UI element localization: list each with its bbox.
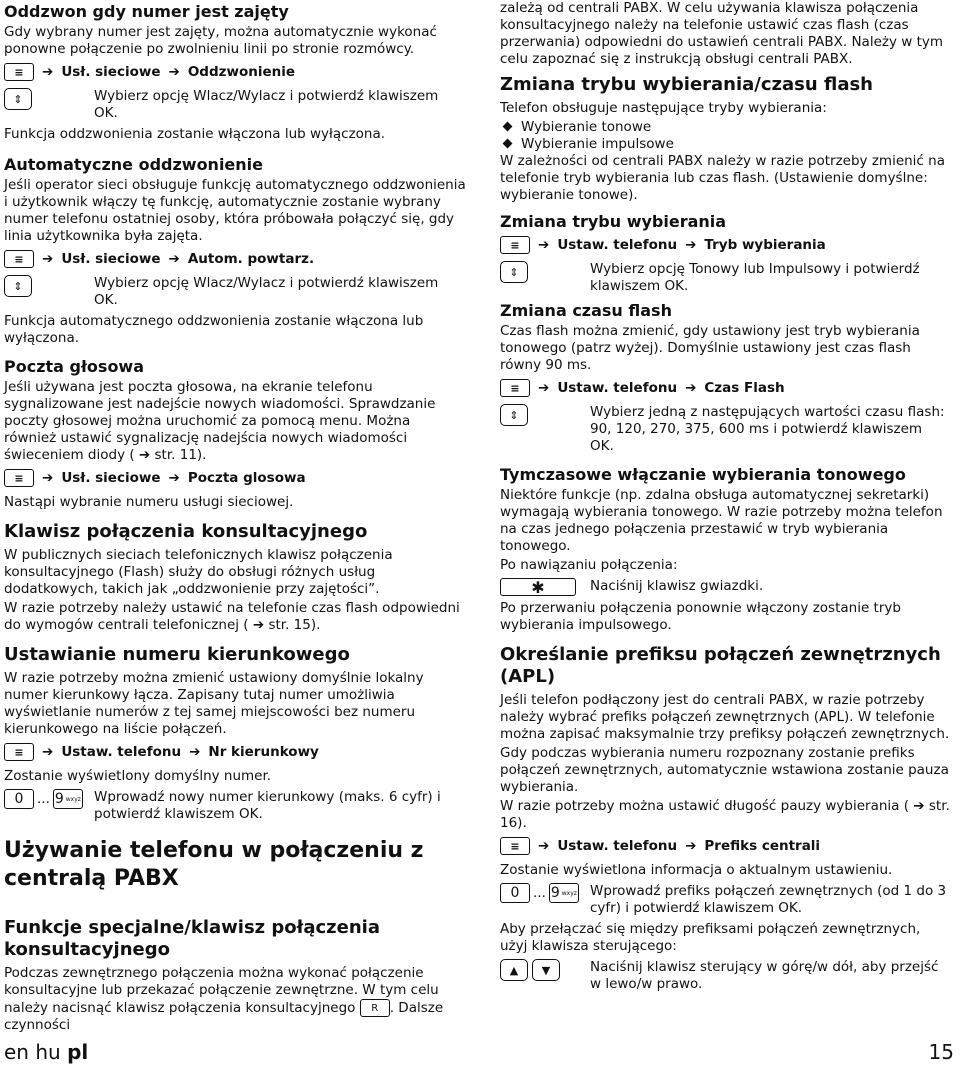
instruction-step	[500, 883, 950, 917]
paragraph: W zależności od centrali PABX należy w razie potrzeby zmienić na telefonie tryb wybierania lub czas flash. (Ustawienie domyślne: wybieranie tonowe).	[500, 153, 945, 203]
instruction-step	[500, 578, 950, 596]
paragraph: W publicznych sieciach telefonicznych klawisz połączenia konsultacyjnego (Flash) służy do obsługi różnych usług dodatkowych, takich jak „oddzwonienie przy zajętości”.	[4, 547, 393, 597]
paragraph: Nastąpi wybranie numeru usługi sieciowej.	[4, 494, 294, 510]
paragraph: Podczas zewnętrznego połączenia można wykonać połączenie konsultacyjne lub przekazać połączenie zewnętrzne. W tym celu należy nacisnąć klawisz połączenia konsultacyjnego R . Dalsze czynności	[4, 965, 444, 1033]
menu-path	[4, 62, 466, 82]
path-item: Usł. sieciowe	[61, 64, 161, 80]
paragraph: Jeśli telefon podłączony jest do centrali PABX, w razie potrzeby należy wybrać prefiks połączeń zewnętrznych (APL). W telefonie można zapisać maksymalnie trzy prefiksy połączeń zewnętrznych.	[500, 692, 950, 742]
paragraph: Jeśli operator sieci obsługuje funkcję automatycznego oddzwonienia i użytkownik włączy tę funkcję, automatycznie zostanie wybrany numer telefonu ostatniej osoby, która próbowała połączyć się, gdy linia użytkownika była zajęta.	[4, 177, 466, 244]
instruction-step	[4, 88, 466, 122]
arrow-icon: ➔	[42, 64, 54, 80]
path-item: Usł. sieciowe	[61, 470, 161, 486]
ellipsis: ...	[37, 790, 50, 807]
section-title: Funkcje specjalne/klawisz połączenia konsultacyjnego	[4, 917, 380, 960]
arrow-icon: ➔	[168, 251, 180, 267]
paragraph: Czas flash można zmienić, gdy ustawiony jest tryb wybierania tonowego (patrz wyżej). Domyślnie ustawiony jest czas flash równy 90 ms.	[500, 323, 920, 373]
star-key-icon: ✱	[500, 578, 576, 596]
right-column	[500, 0, 950, 997]
paragraph: Funkcja automatycznego oddzwonienia zostanie włączona lub wyłączona.	[4, 313, 424, 346]
arrow-icon: ➔	[42, 470, 54, 486]
section-title: Tymczasowe włączanie wybierania tonowego	[500, 465, 906, 484]
step-text: Wybierz opcję Wlacz/Wylacz i potwierdź klawiszem OK.	[94, 275, 439, 308]
arrow-icon: ➔	[168, 470, 180, 486]
path-item: Ustaw. telefonu	[557, 838, 678, 854]
step-text: Wybierz jedną z następujących wartości czasu flash: 90, 120, 270, 375, 600 ms i potwierdź klawiszem OK.	[590, 404, 945, 454]
section-title: Zmiana trybu wybierania/czasu flash	[500, 74, 873, 95]
instruction-step	[500, 261, 950, 295]
menu-key-icon: ≡	[500, 236, 530, 254]
arrow-icon: ➔	[538, 380, 550, 396]
section-title: Automatyczne oddzwonienie	[4, 155, 264, 174]
arrow-icon: ➔	[685, 380, 697, 396]
paragraph: zależą od centrali PABX. W celu używania klawisza połączenia konsultacyjnego należy na telefonie ustawić czas flash (czas przerwania) odpowiedni do ustawień centrali PABX. Należy w tym celu zapoznać się z instrukcją obsługi centrali PABX.	[500, 0, 944, 67]
language-footer: en hu pl	[4, 1040, 89, 1064]
paragraph: Telefon obsługuje następujące tryby wybierania:	[500, 100, 827, 116]
path-item: Autom. powtarz.	[187, 251, 315, 267]
menu-path	[4, 468, 466, 488]
zero-key-icon: 0	[4, 789, 34, 809]
path-item: Nr kierunkowy	[208, 744, 319, 760]
ellipsis: ...	[533, 884, 546, 901]
diamond-bullet-icon	[503, 139, 513, 149]
diamond-bullet-icon	[503, 122, 513, 132]
menu-path	[4, 742, 466, 762]
nav-key-icon: ⇕	[4, 88, 32, 110]
list-item: Wybieranie impulsowe	[500, 136, 950, 153]
menu-key-icon: ≡	[500, 837, 530, 855]
r-key-icon: R	[360, 999, 390, 1017]
paragraph: Gdy wybrany numer jest zajęty, można automatycznie wykonać ponowne połączenie po zwolnieniu linii po stronie rozmówcy.	[4, 24, 437, 57]
menu-path	[500, 235, 950, 255]
arrow-icon: ➔	[189, 744, 201, 760]
step-text: Naciśnij klawisz gwiazdki.	[590, 578, 764, 594]
section-title: Poczta głosowa	[4, 357, 145, 376]
menu-path	[500, 378, 950, 398]
nine-key-icon: 9 wxyz	[549, 883, 579, 903]
path-item: Usł. sieciowe	[61, 251, 161, 267]
nav-up-key-icon: ▲	[500, 959, 528, 981]
step-text: Wprowadź nowy numer kierunkowy (maks. 6 cyfr) i potwierdź klawiszem OK.	[94, 789, 441, 822]
paragraph: Zostanie wyświetlona informacja o aktualnym ustawieniu.	[500, 862, 893, 878]
step-text: Wybierz opcję Wlacz/Wylacz i potwierdź klawiszem OK.	[94, 88, 439, 121]
nav-key-icon: ⇕	[4, 275, 32, 297]
instruction-step	[4, 789, 466, 823]
paragraph: Jeśli używana jest poczta głosowa, na ekranie telefonu sygnalizowane jest nadejście nowych wiadomości. Sprawdzanie poczty głosowej można uruchomić za pomocą menu. Można również ustawić sygnalizację nadejścia nowych wiadomości świeceniem diody ( ➔ str. 11).	[4, 379, 436, 463]
arrow-icon: ➔	[538, 838, 550, 854]
paragraph: Zostanie wyświetlony domyślny numer.	[4, 768, 272, 784]
step-text: Naciśnij klawisz sterujący w górę/w dół, aby przejść w lewo/w prawo.	[590, 959, 939, 992]
path-item: Prefiks centrali	[704, 838, 821, 854]
list-item: Wybieranie tonowe	[500, 119, 950, 136]
path-item: Ustaw. telefonu	[557, 380, 678, 396]
section-title: Klawisz połączenia konsultacyjnego	[4, 521, 368, 542]
page-number: 15	[928, 1040, 954, 1064]
step-text: Wprowadź prefiks połączeń zewnętrznych (od 1 do 3 cyfr) i potwierdź klawiszem OK.	[590, 883, 947, 916]
menu-path	[500, 836, 950, 856]
paragraph: Po nawiązaniu połączenia:	[500, 557, 678, 573]
menu-path	[4, 249, 466, 269]
step-text: Wybierz opcję Tonowy lub Impulsowy i potwierdź klawiszem OK.	[590, 261, 920, 294]
menu-key-icon: ≡	[500, 379, 530, 397]
path-item: Tryb wybierania	[704, 237, 826, 253]
section-title: Oddzwon gdy numer jest zajęty	[4, 2, 289, 21]
zero-key-icon: 0	[500, 883, 530, 903]
section-title: Ustawianie numeru kierunkowego	[4, 644, 350, 665]
arrow-icon: ➔	[168, 64, 180, 80]
chapter-title: Używanie telefonu w połączeniu z centralą PABX	[4, 838, 424, 891]
nav-key-icon: ⇕	[500, 261, 528, 283]
arrow-icon: ➔	[685, 237, 697, 253]
arrow-icon: ➔	[538, 237, 550, 253]
nine-key-icon: 9 wxyz	[53, 789, 83, 809]
instruction-step	[500, 404, 950, 455]
menu-key-icon: ≡	[4, 250, 34, 268]
paragraph: Funkcja oddzwonienia zostanie włączona lub wyłączona.	[4, 126, 386, 142]
paragraph: Niektóre funkcje (np. zdalna obsługa automatycznej sekretarki) wymagają wybierania tonowego. W razie potrzeby można telefon na czas jednego połączenia przestawić w tryb wybierania tonowego.	[500, 487, 943, 554]
left-column	[4, 0, 466, 1036]
section-title: Zmiana czasu flash	[500, 301, 672, 320]
path-item: Poczta glosowa	[187, 470, 306, 486]
menu-key-icon: ≡	[4, 469, 34, 487]
path-item: Ustaw. telefonu	[61, 744, 182, 760]
section-title: Określanie prefiksu połączeń zewnętrznych (APL)	[500, 644, 941, 687]
section-title: Zmiana trybu wybierania	[500, 212, 727, 231]
instruction-step	[4, 275, 466, 309]
arrow-icon: ➔	[42, 744, 54, 760]
paragraph: Aby przełączać się między prefiksami połączeń zewnętrznych, użyj klawisza sterującego:	[500, 921, 921, 954]
menu-key-icon: ≡	[4, 743, 34, 761]
arrow-icon: ➔	[685, 838, 697, 854]
paragraph: W razie potrzeby można ustawić długość pauzy wybierania ( ➔ str. 16).	[500, 798, 950, 831]
instruction-step	[500, 959, 950, 993]
nav-key-icon: ⇕	[500, 404, 528, 426]
paragraph: Gdy podczas wybierania numeru rozpoznany zostanie prefiks połączeń zewnętrznych, automatycznie wstawiona zostanie pauza wybierania.	[500, 745, 949, 795]
paragraph: Po przerwaniu połączenia ponownie włączony zostanie tryb wybierania impulsowego.	[500, 600, 901, 633]
paragraph: W razie potrzeby można zmienić ustawiony domyślnie lokalny numer kierunkowy łącza. Zapisany tutaj numer umożliwia wyświetlanie numerów z tej samej miejscowości bez numeru kierunkowego na liście połączeń.	[4, 670, 424, 737]
paragraph: W razie potrzeby należy ustawić na telefonie czas flash odpowiedni do wymogów centrali telefonicznej ( ➔ str. 15).	[4, 600, 460, 633]
menu-key-icon: ≡	[4, 63, 34, 81]
path-item: Czas Flash	[704, 380, 785, 396]
nav-down-key-icon: ▼	[532, 959, 560, 981]
arrow-icon: ➔	[42, 251, 54, 267]
path-item: Ustaw. telefonu	[557, 237, 678, 253]
path-item: Oddzwonienie	[187, 64, 296, 80]
